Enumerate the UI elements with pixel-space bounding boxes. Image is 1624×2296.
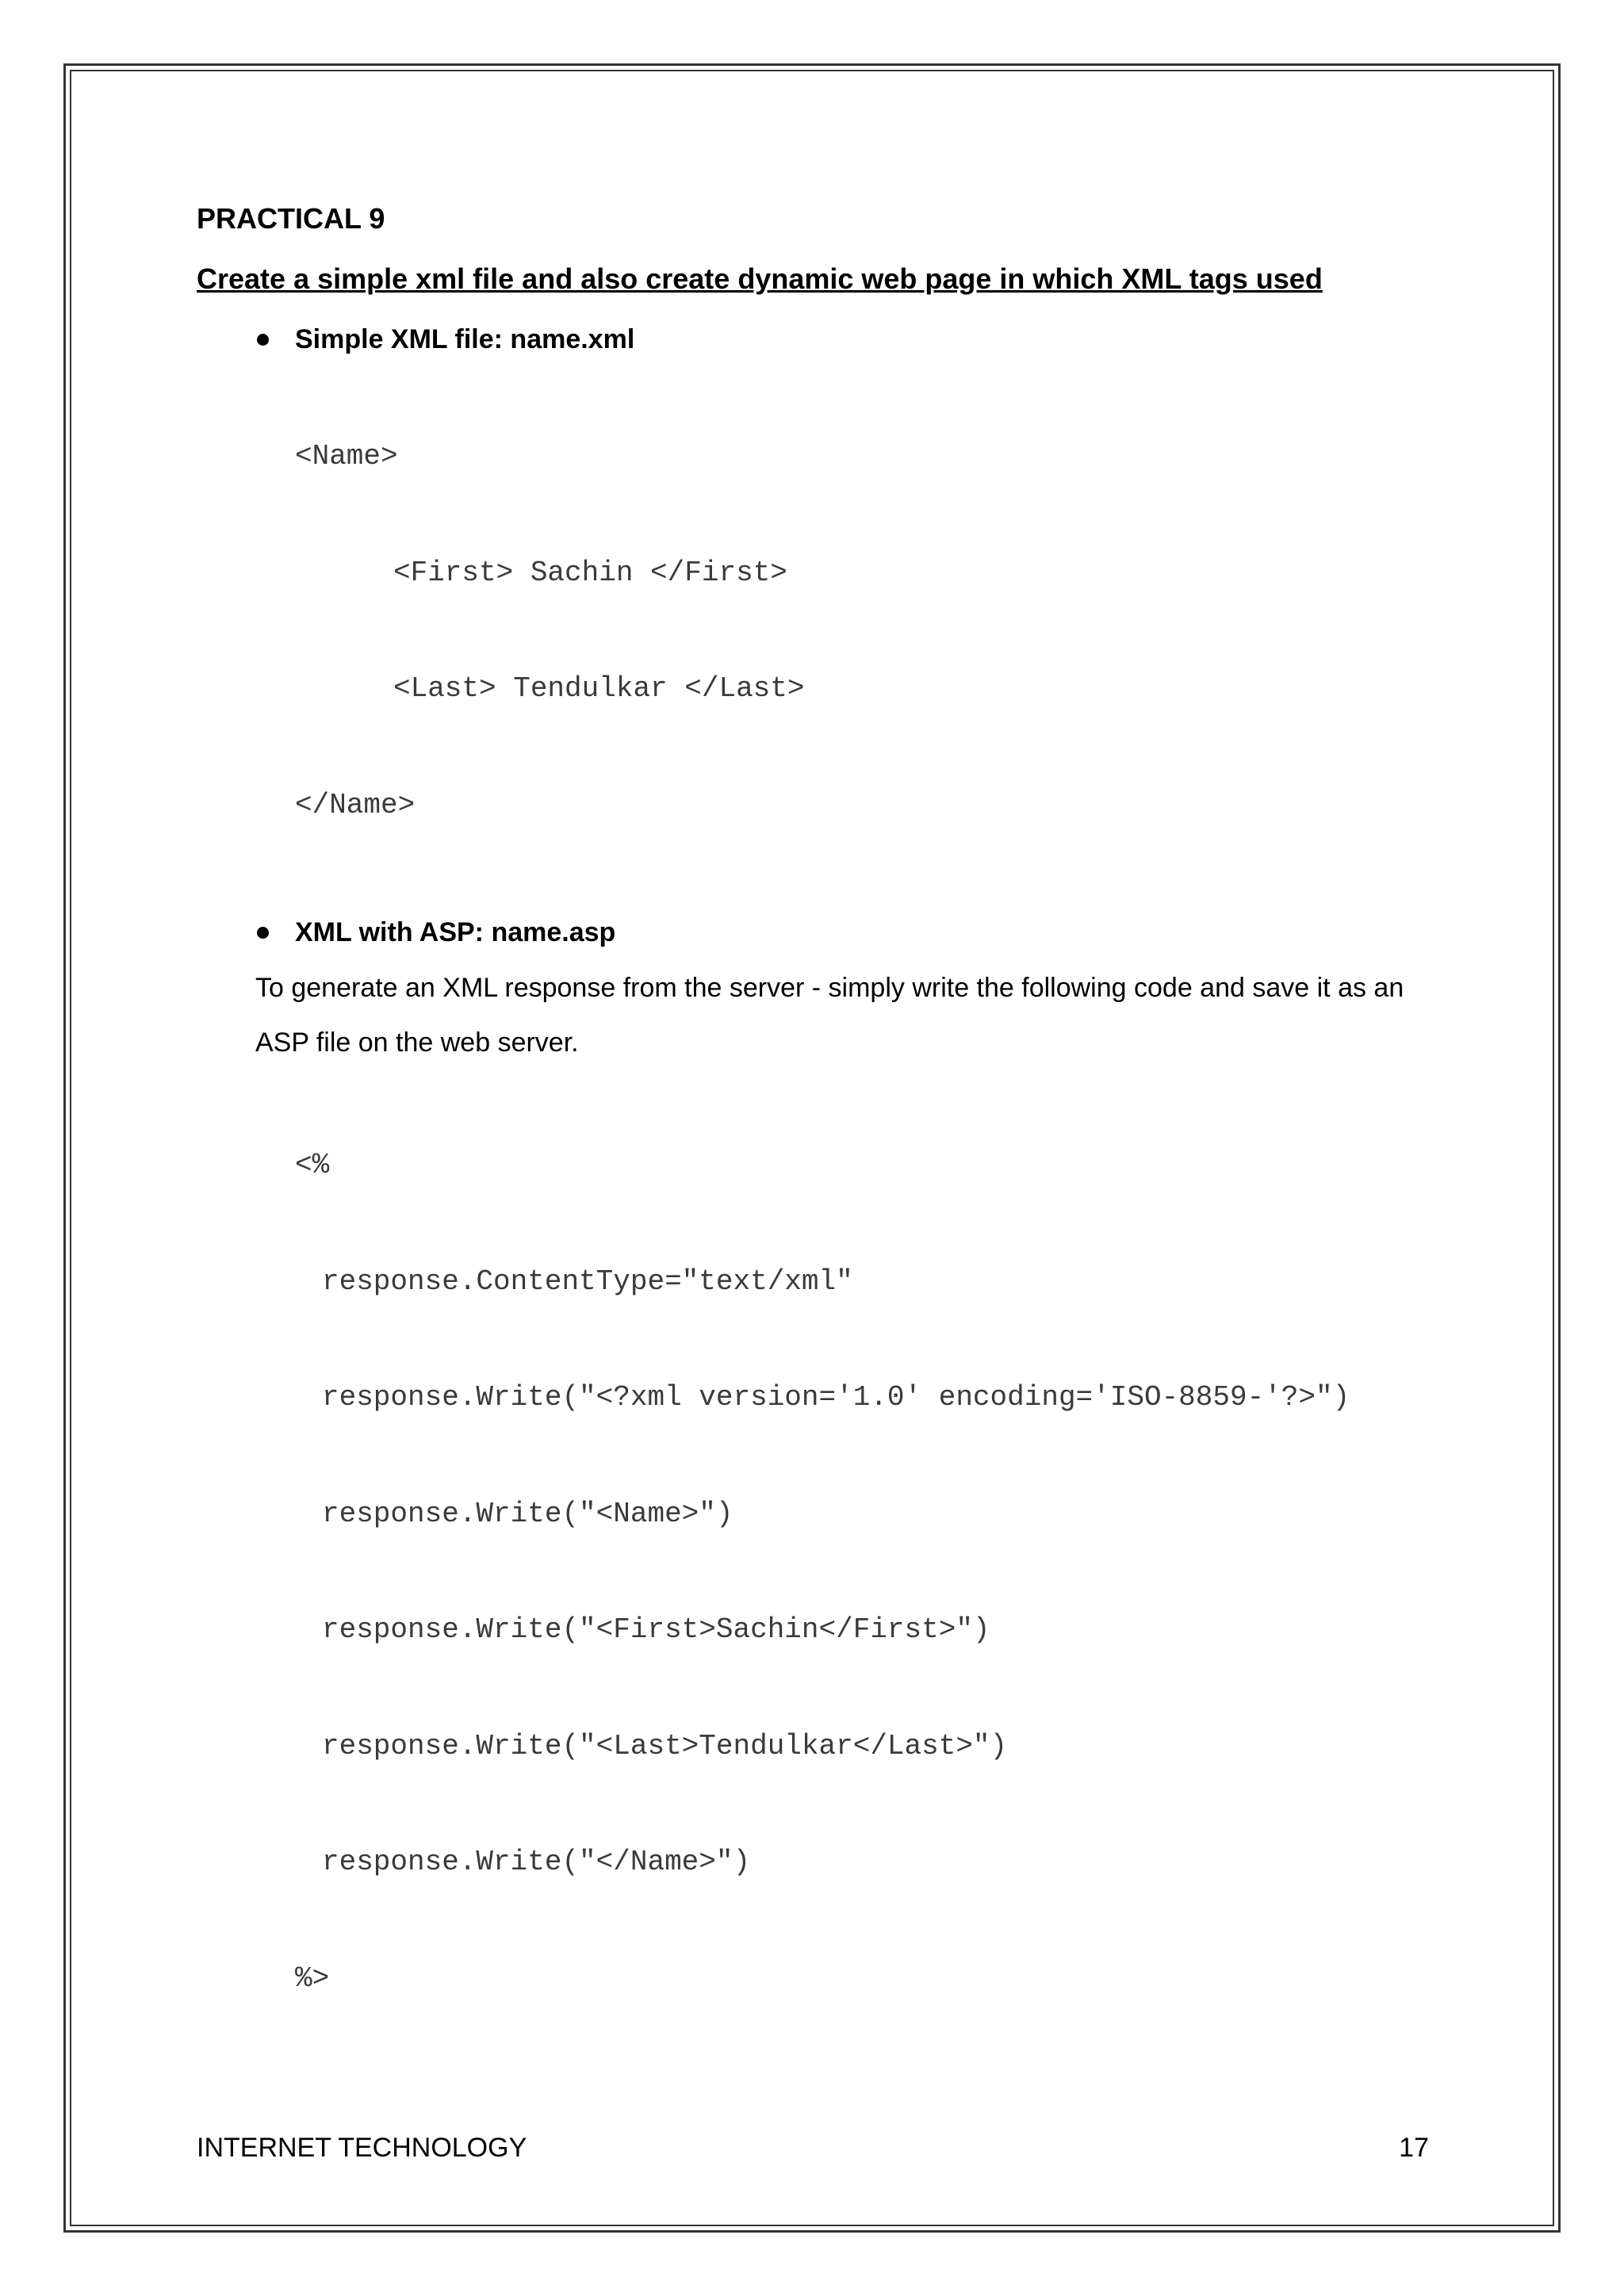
- bullet-xml-asp: [197, 910, 1465, 955]
- asp-code-block: [295, 1075, 1465, 2069]
- asp-description-line-1: To generate an XML response from the server - simply write the following code and save it as an: [255, 973, 1404, 1003]
- code-line: response.Write("<Last>Tendulkar</Last>"): [322, 1729, 1008, 1762]
- code-line: response.Write("<?xml version='1.0' encoding='ISO-8859-'?>"): [322, 1381, 1350, 1414]
- asp-description-line-2: ASP file on the web server.: [255, 1027, 579, 1058]
- page-content: [197, 195, 1465, 2069]
- main-heading: Create a simple xml file and also create dynamic web page in which XML tags used: [197, 262, 1323, 295]
- asp-description: [197, 961, 1465, 1070]
- footer-subject: INTERNET TECHNOLOGY: [197, 2133, 527, 2163]
- code-line: %>: [295, 1961, 330, 1995]
- code-line: response.Write("<Name>"): [322, 1497, 733, 1530]
- bullet-xml-asp-label: XML with ASP: name.asp: [295, 917, 616, 947]
- code-line: <Name>: [295, 440, 398, 473]
- code-line: <Last> Tendulkar </Last>: [393, 672, 805, 705]
- code-line: </Name>: [295, 788, 416, 821]
- code-line: response.ContentType="text/xml": [322, 1265, 853, 1298]
- bullet-simple-xml-label: Simple XML file: name.xml: [295, 324, 635, 354]
- bullet-dot-icon: [257, 927, 269, 939]
- bullet-dot-icon: [257, 334, 269, 346]
- code-line: response.Write("<First>Sachin</First>"): [322, 1613, 990, 1646]
- code-line: <First> Sachin </First>: [393, 556, 787, 589]
- xml-code-block: [295, 366, 1465, 896]
- footer-page-number: 17: [1399, 2133, 1429, 2163]
- practical-title: PRACTICAL 9: [197, 202, 385, 235]
- bullet-simple-xml: [197, 317, 1465, 362]
- code-line: response.Write("</Name>"): [322, 1846, 751, 1878]
- code-line: <%: [295, 1149, 330, 1181]
